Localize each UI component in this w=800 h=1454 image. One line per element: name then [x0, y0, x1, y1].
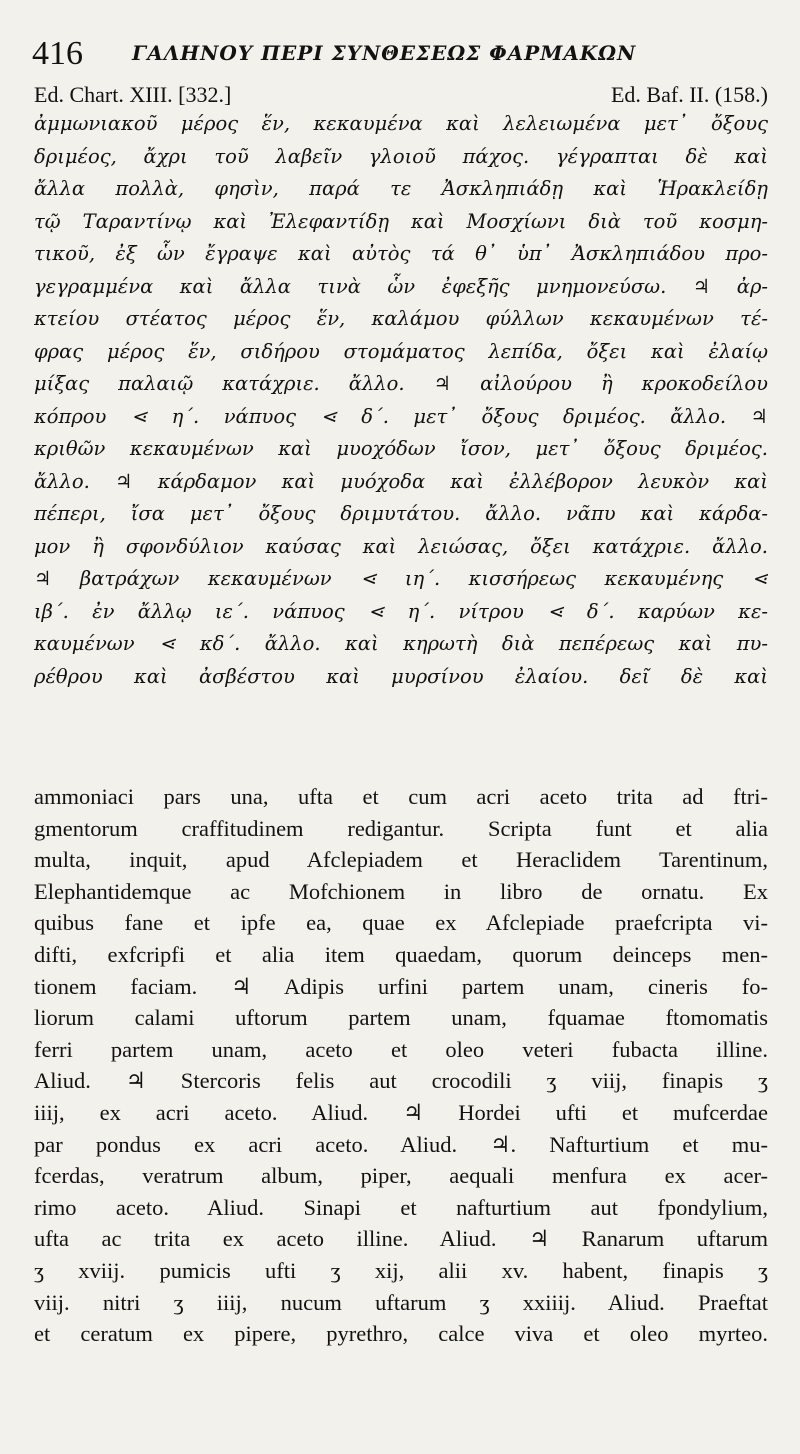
latin-text-line: liorum calami uftorum partem unam, fquamae ftomomatis [34, 1005, 768, 1031]
edition-chartier-reference: Ed. Chart. XIII. [332.] [34, 82, 232, 107]
latin-text-line: Aliud. ♃ Stercoris felis aut crocodili ʒ viij, finapis ʒ [34, 1068, 768, 1094]
latin-text-line: et ceratum ex pipere, pyrethro, calce viva et oleo myrteo. [34, 1321, 768, 1347]
latin-text-line: iiij, ex acri aceto. Aliud. ♃ Hordei ufti et mufcerdae [34, 1099, 768, 1125]
greek-text-line: καυμένων ⋖ κδ΄. ἄλλο. καὶ κηρωτὴ διὰ πεπέρεως καὶ πυ- [34, 632, 768, 655]
running-title: ΓΑΛΗΝΟΥ ΠΕΡΙ ΣΥΝΘΕΣΕΩΣ ΦΑΡΜΑΚΩΝ [132, 41, 637, 65]
greek-text-line: κόπρου ⋖ η΄. νάπυος ⋖ δ΄. μετ᾽ ὄξους δριμέος. ἄλλο. ♃ [34, 404, 768, 428]
greek-text-line: μίξας παλαιῷ κατάχριε. ἄλλο. ♃ αἰλούρου ἢ κροκοδείλου [34, 372, 768, 395]
latin-text-line: ferri partem unam, aceto et oleo veteri fubacta illine. [34, 1036, 768, 1062]
greek-text-line: γεγραμμένα καὶ ἄλλα τινὰ ὧν ἐφεξῆς μνημονεύσω. ♃ ἀρ- [34, 274, 768, 298]
greek-text-line: ἄλλο. ♃ κάρδαμον καὶ μυόχοδα καὶ ἐλλέβορον λευκὸν καὶ [34, 469, 768, 493]
page-number: 416 [32, 35, 83, 72]
greek-text-line: ρέθρου καὶ ἀσβέστου καὶ μυρσίνου ἐλαίου. δεῖ δὲ καὶ [34, 664, 768, 688]
latin-text-line: gmentorum craffitudinem redigantur. Scripta funt et alia [34, 815, 768, 841]
latin-text-line: difti, exfcripfi et alia item quaedam, quorum deinceps men- [34, 941, 768, 967]
page-header [30, 32, 770, 80]
greek-text-line: δριμέος, ἄχρι τοῦ λαβεῖν γλοιοῦ πάχος. γέγραπται δὲ καὶ [34, 144, 768, 168]
latin-text-line: par pondus ex acri aceto. Aliud. ♃. Nafturtium et mu- [34, 1131, 768, 1157]
latin-text-line: ufta ac trita ex aceto illine. Aliud. ♃ Ranarum uftarum [34, 1226, 768, 1252]
greek-text-line: φρας μέρος ἕν, σιδήρου στομάματος λεπίδα, ὄξει καὶ ἐλαίῳ [34, 339, 768, 363]
latin-text-line: Elephantidemque ac Mofchionem in libro de ornatu. Ex [34, 878, 768, 904]
greek-text-line: ἀμμωνιακοῦ μέρος ἕν, κεκαυμένα καὶ λελειωμένα μετ᾽ ὄξους [34, 112, 768, 135]
greek-text-line: κτείου στέατος μέρος ἕν, καλάμου φύλλων κεκαυμένων τέ- [34, 307, 768, 330]
latin-text-line: quibus fane et ipfe ea, quae ex Afclepiade praefcripta vi- [34, 910, 768, 936]
greek-text-line: ♃ βατράχων κεκαυμένων ⋖ ιη΄. κισσήρεως κεκαυμένης ⋖ [34, 567, 768, 590]
greek-text-block [34, 108, 768, 693]
latin-text-line: fcerdas, veratrum album, piper, aequali menfura ex acer- [34, 1163, 768, 1189]
edition-basel-reference: Ed. Baf. II. (158.) [610, 82, 768, 107]
latin-text-line: viij. nitri ʒ iiij, nucum uftarum ʒ xxiiij. Aliud. Praeftat [34, 1289, 768, 1315]
latin-text-line: rimo aceto. Aliud. Sinapi et nafturtium aut fpondylium, [34, 1194, 768, 1220]
latin-text-line: ammoniaci pars una, ufta et cum acri aceto trita ad ftri- [34, 784, 768, 809]
greek-text-line: κριθῶν κεκαυμένων καὶ μυοχόδων ἴσον, μετ᾽ ὄξους δριμέος. [34, 437, 768, 460]
greek-text-line: ἄλλα πολλὰ, φησὶν, παρά τε Ἀσκληπιάδῃ καὶ Ἡρακλείδῃ [34, 177, 768, 200]
latin-text-line: ʒ xviij. pumicis ufti ʒ xij, alii xv. habent, finapis ʒ [34, 1257, 768, 1283]
latin-text-line: tionem faciam. ♃ Adipis urfini partem unam, cineris fo- [34, 973, 768, 999]
greek-text-line: πέπερι, ἴσα μετ᾽ ὄξους δριμυτάτου. ἄλλο. νᾶπυ καὶ κάρδα- [34, 502, 768, 525]
greek-text-line: ιβ΄. ἐν ἄλλῳ ιε΄. νάπυος ⋖ η΄. νίτρου ⋖ δ΄. καρύων κε- [34, 599, 768, 623]
greek-text-line: τικοῦ, ἐξ ὧν ἔγραψε καὶ αὐτὸς τά θ᾽ ὑπ᾽ Ἀσκληπιάδου προ- [34, 242, 768, 265]
greek-text-line: τῷ Ταραντίνῳ καὶ Ἐλεφαντίδῃ καὶ Μοσχίωνι διὰ τοῦ κοσμη- [34, 209, 768, 233]
latin-text-block [34, 781, 768, 1350]
greek-text-line: μον ἢ σφονδύλιον καύσας καὶ λειώσας, ὄξει κατάχριε. ἄλλο. [34, 534, 768, 558]
latin-text-line: multa, inquit, apud Afclepiadem et Heraclidem Tarentinum, [34, 847, 768, 873]
edition-references [34, 80, 768, 110]
